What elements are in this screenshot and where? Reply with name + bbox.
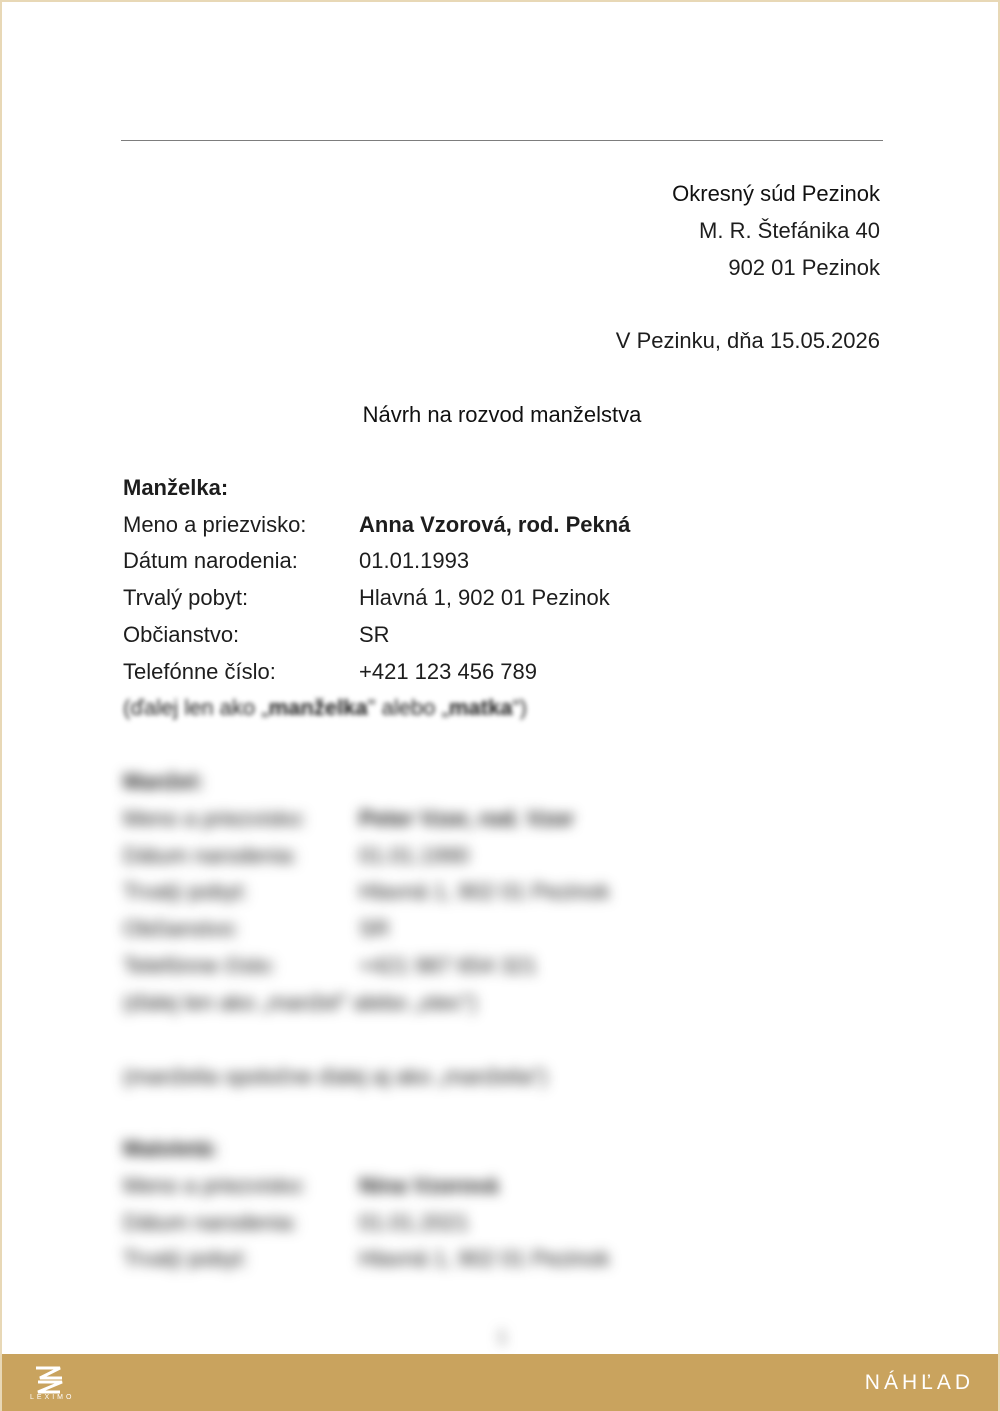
child-birthdate-label: Dátum narodenia: — [123, 1210, 298, 1235]
visible-section — [2, 2, 1000, 714]
child-name-value: Nina Vzorová — [359, 1173, 499, 1198]
husband-heading: Manžel: — [123, 769, 204, 794]
husband-note: (ďalej len ako „manžel" alebo „otec“) — [123, 990, 477, 1015]
child-name-label: Meno a priezvisko: — [123, 1173, 307, 1198]
husband-birthdate-label: Dátum narodenia: — [123, 843, 298, 868]
husband-citizenship-value: SR — [359, 916, 390, 941]
wife-citizenship-label: Občianstvo: — [123, 622, 240, 647]
blurred-preview-section — [2, 692, 1000, 1354]
preview-label: NÁHĽAD — [864, 1371, 974, 1394]
wife-citizenship-value: SR — [359, 622, 390, 647]
court-street: M. R. Štefánika 40 — [699, 218, 880, 243]
husband-name-label: Meno a priezvisko: — [123, 806, 307, 831]
child-residence-label: Trvalý pobyt: — [123, 1246, 249, 1271]
child-residence-value: Hlavná 1, 902 01 Pezinok — [359, 1246, 610, 1271]
husband-phone-value: +421 987 654 321 — [359, 953, 538, 978]
wife-name-value: Anna Vzorová, rod. Pekná — [359, 512, 631, 537]
child-birthdate-value: 01.01.2021 — [359, 1210, 470, 1235]
husband-residence-label: Trvalý pobyt: — [123, 879, 249, 904]
husband-residence-value: Hlavná 1, 902 01 Pezinok — [359, 879, 610, 904]
spouses-note: (manželia spoločne ďalej aj ako „manželia“) — [123, 1064, 548, 1089]
child-heading: Maloletá: — [123, 1136, 219, 1161]
document-title: Návrh na rozvod manželstva — [362, 402, 642, 427]
court-name: Okresný súd Pezinok — [672, 181, 880, 206]
husband-name-value: Peter Vzor, rod. Vzor — [359, 806, 575, 831]
wife-note: (ďalej len ako „manželka" alebo „matka“) — [123, 695, 528, 720]
wife-phone-value: +421 123 456 789 — [359, 659, 538, 684]
wife-name-label: Meno a priezvisko: — [123, 512, 307, 537]
court-city: 902 01 Pezinok — [728, 255, 880, 280]
husband-birthdate-value: 01.01.1990 — [359, 843, 470, 868]
husband-citizenship-label: Občianstvo: — [123, 916, 240, 941]
document-page — [2, 2, 1000, 1354]
wife-phone-label: Telefónne číslo: — [123, 659, 276, 684]
preview-footer-bar — [2, 1354, 1000, 1411]
husband-phone-label: Telefónne číslo: — [123, 953, 276, 978]
header-rule — [121, 140, 883, 141]
wife-birthdate-value: 01.01.1993 — [359, 548, 470, 573]
leximo-logo-text: LEXIMO — [30, 1394, 75, 1401]
wife-birthdate-label: Dátum narodenia: — [123, 548, 298, 573]
wife-note-partial — [2, 692, 1000, 722]
wife-residence-value: Hlavná 1, 902 01 Pezinok — [359, 585, 610, 610]
place-date: V Pezinku, dňa 15.05.2026 — [615, 328, 880, 353]
wife-heading: Manželka: — [123, 475, 229, 500]
page-number: 1 — [496, 1327, 507, 1347]
wife-residence-label: Trvalý pobyt: — [123, 585, 249, 610]
